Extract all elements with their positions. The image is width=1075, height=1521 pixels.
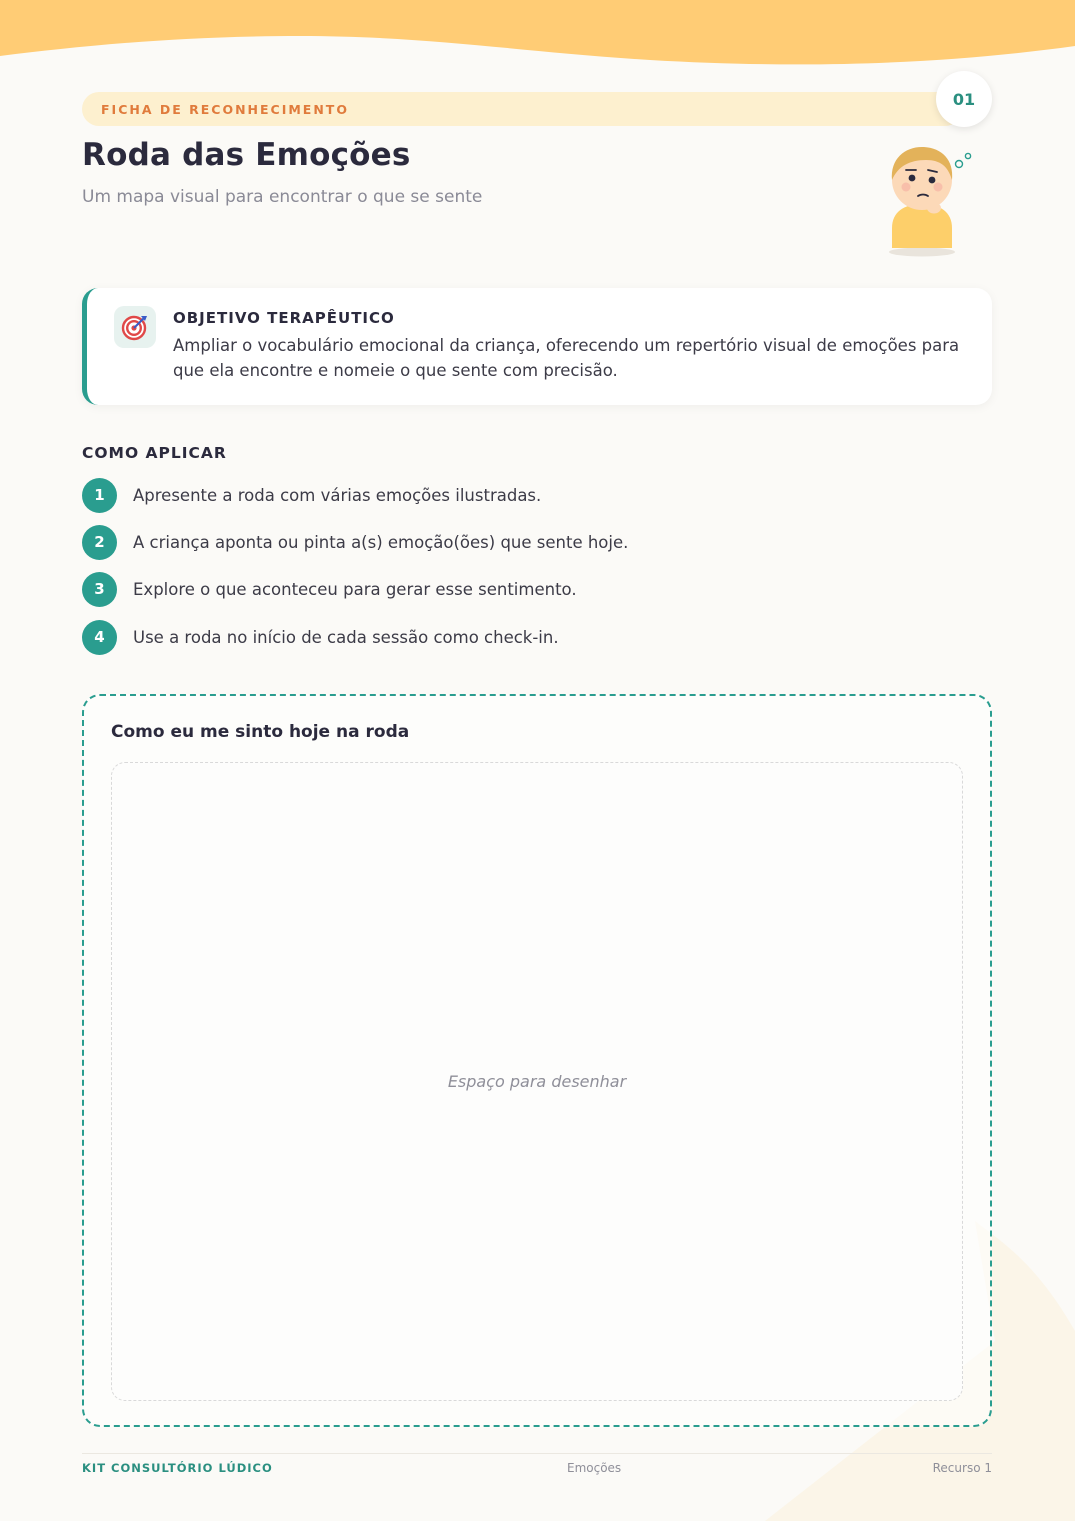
footer-resource-number: Recurso 1 (932, 1461, 992, 1475)
worksheet-tag-label: FICHA DE RECONHECIMENTO (101, 101, 349, 117)
step-text: A criança aponta ou pinta a(s) emoção(ões) que sente hoje. (133, 532, 629, 552)
drawing-section (82, 694, 992, 1427)
step-item (82, 571, 782, 607)
step-number-badge: 4 (82, 620, 117, 655)
top-wave-decoration (0, 0, 1075, 70)
footer-divider (82, 1453, 992, 1454)
step-item (82, 524, 782, 560)
footer-category: Emoções (567, 1461, 622, 1475)
step-item (82, 619, 782, 655)
step-text: Use a roda no início de cada sessão como check-in. (133, 627, 559, 647)
worksheet-tag (82, 92, 962, 126)
step-number-badge: 3 (82, 572, 117, 607)
drawing-area[interactable] (111, 762, 963, 1401)
drawing-placeholder: Espaço para desenhar (447, 1072, 627, 1091)
drawing-heading: Como eu me sinto hoje na roda (111, 722, 410, 742)
page-number-badge: 01 (936, 71, 992, 127)
page-title: Roda das Emoções (82, 137, 411, 173)
footer-kit-name: KIT CONSULTÓRIO LÚDICO (82, 1461, 273, 1475)
target-icon (114, 306, 156, 348)
step-text: Apresente a roda com várias emoções ilustradas. (133, 485, 542, 505)
objective-heading: OBJETIVO TERAPÊUTICO (173, 309, 395, 327)
objective-description: Ampliar o vocabulário emocional da criança, oferecendo um repertório visual de emoções para que ela encontre e nomeie o que sente com precisão. (173, 336, 960, 380)
page-subtitle: Um mapa visual para encontrar o que se sente (82, 187, 483, 207)
how-to-apply-heading: COMO APLICAR (82, 444, 227, 462)
step-number-badge: 2 (82, 525, 117, 560)
therapeutic-objective-card (82, 288, 992, 405)
step-item (82, 477, 782, 513)
step-number-badge: 1 (82, 478, 117, 513)
thinking-child-illustration (884, 140, 976, 260)
step-text: Explore o que aconteceu para gerar esse sentimento. (133, 579, 577, 599)
